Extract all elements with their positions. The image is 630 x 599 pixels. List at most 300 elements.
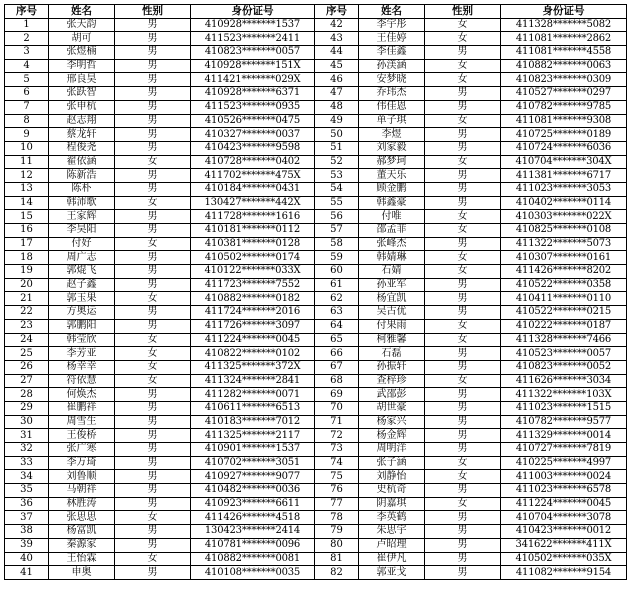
cell-name-right: 武邵彭 [359, 388, 425, 402]
cell-seq-right: 82 [315, 566, 359, 580]
cell-gender-left: 男 [115, 169, 191, 183]
cell-gender-right: 男 [425, 87, 501, 101]
cell-gender-left: 女 [115, 155, 191, 169]
cell-id-right: 410522*******0358 [501, 278, 627, 292]
cell-seq-left: 18 [5, 251, 49, 265]
cell-name-left: 张思思 [49, 511, 115, 525]
cell-seq-left: 21 [5, 292, 49, 306]
cell-id-right: 411322*******103X [501, 388, 627, 402]
cell-name-left: 赵志翔 [49, 114, 115, 128]
cell-gender-right: 女 [425, 210, 501, 224]
cell-gender-right: 男 [425, 538, 501, 552]
cell-id-left: 410882*******0182 [191, 292, 315, 306]
cell-gender-right: 女 [425, 18, 501, 32]
cell-gender-left: 男 [115, 182, 191, 196]
cell-name-right: 付果雨 [359, 319, 425, 333]
cell-id-left: 411282*******0071 [191, 388, 315, 402]
cell-gender-right: 女 [425, 333, 501, 347]
cell-seq-right: 44 [315, 46, 359, 60]
cell-id-left: 410928*******151X [191, 59, 315, 73]
cell-gender-right: 男 [425, 401, 501, 415]
cell-seq-left: 39 [5, 538, 49, 552]
cell-id-left: 410482*******0036 [191, 484, 315, 498]
cell-gender-right: 女 [425, 73, 501, 87]
cell-gender-left: 男 [115, 456, 191, 470]
cell-gender-right: 男 [425, 196, 501, 210]
table-row [5, 429, 627, 443]
cell-id-left: 411728*******1616 [191, 210, 315, 224]
cell-id-left: 410423*******9598 [191, 141, 315, 155]
cell-id-left: 411325*******372X [191, 360, 315, 374]
cell-name-left: 李明哲 [49, 59, 115, 73]
cell-name-right: 安梦晓 [359, 73, 425, 87]
cell-seq-right: 52 [315, 155, 359, 169]
cell-gender-left: 男 [115, 210, 191, 224]
cell-name-right: 杨家兴 [359, 415, 425, 429]
cell-seq-left: 5 [5, 73, 49, 87]
cell-name-right: 邵孟菲 [359, 224, 425, 238]
cell-gender-right: 男 [425, 552, 501, 566]
cell-seq-right: 45 [315, 59, 359, 73]
cell-seq-left: 16 [5, 224, 49, 238]
cell-name-left: 蔡龙轩 [49, 128, 115, 142]
cell-seq-right: 68 [315, 374, 359, 388]
table-row [5, 59, 627, 73]
cell-seq-left: 29 [5, 401, 49, 415]
cell-name-left: 张跃智 [49, 87, 115, 101]
cell-name-right: 郝梦珂 [359, 155, 425, 169]
cell-id-left: 410181*******0112 [191, 224, 315, 238]
header-seq-right: 序号 [315, 5, 359, 19]
cell-gender-left: 女 [115, 347, 191, 361]
cell-name-right: 伟佳恩 [359, 100, 425, 114]
cell-id-right: 411023*******6578 [501, 484, 627, 498]
cell-gender-right: 男 [425, 388, 501, 402]
cell-id-left: 410901*******1537 [191, 443, 315, 457]
header-gender-left: 性别 [115, 5, 191, 19]
cell-id-right: 410502*******035X [501, 552, 627, 566]
table-row [5, 566, 627, 580]
roster-body [5, 18, 627, 579]
cell-gender-left: 男 [115, 306, 191, 320]
cell-id-left: 411724*******2016 [191, 306, 315, 320]
cell-seq-right: 81 [315, 552, 359, 566]
cell-seq-right: 59 [315, 251, 359, 265]
cell-seq-right: 53 [315, 169, 359, 183]
cell-name-right: 石婧 [359, 265, 425, 279]
header-name-right: 姓名 [359, 5, 425, 19]
cell-seq-right: 63 [315, 306, 359, 320]
table-row [5, 100, 627, 114]
cell-name-left: 王俊桥 [49, 429, 115, 443]
cell-seq-left: 30 [5, 415, 49, 429]
cell-seq-left: 11 [5, 155, 49, 169]
cell-name-right: 吴古优 [359, 306, 425, 320]
cell-id-right: 410782*******9785 [501, 100, 627, 114]
cell-gender-right: 男 [425, 292, 501, 306]
cell-seq-left: 23 [5, 319, 49, 333]
cell-id-right: 411082*******9154 [501, 566, 627, 580]
cell-name-left: 陈朴 [49, 182, 115, 196]
cell-id-left: 410823*******0057 [191, 46, 315, 60]
cell-seq-right: 73 [315, 443, 359, 457]
cell-id-right: 410522*******0215 [501, 306, 627, 320]
table-row [5, 470, 627, 484]
cell-id-left: 411324*******2841 [191, 374, 315, 388]
cell-seq-left: 3 [5, 46, 49, 60]
cell-id-right: 410523*******0057 [501, 347, 627, 361]
cell-gender-left: 男 [115, 128, 191, 142]
cell-name-left: 李芳亚 [49, 347, 115, 361]
table-row [5, 552, 627, 566]
cell-id-right: 410725*******0189 [501, 128, 627, 142]
cell-seq-left: 33 [5, 456, 49, 470]
table-row [5, 73, 627, 87]
cell-name-right: 孙渼涵 [359, 59, 425, 73]
cell-name-left: 陈新浩 [49, 169, 115, 183]
cell-id-left: 410928*******1537 [191, 18, 315, 32]
cell-seq-right: 67 [315, 360, 359, 374]
table-row [5, 196, 627, 210]
cell-name-right: 张峰杰 [359, 237, 425, 251]
cell-id-right: 411081*******2862 [501, 32, 627, 46]
cell-gender-left: 男 [115, 73, 191, 87]
cell-gender-left: 男 [115, 415, 191, 429]
cell-id-right: 411322*******5073 [501, 237, 627, 251]
table-row [5, 484, 627, 498]
cell-id-right: 410825*******0108 [501, 224, 627, 238]
cell-name-right: 李煜 [359, 128, 425, 142]
table-row [5, 251, 627, 265]
cell-seq-right: 43 [315, 32, 359, 46]
cell-name-left: 申奥 [49, 566, 115, 580]
roster-table [4, 4, 627, 580]
table-row [5, 374, 627, 388]
cell-gender-left: 男 [115, 388, 191, 402]
cell-name-left: 程俊尧 [49, 141, 115, 155]
cell-name-left: 王怡霖 [49, 552, 115, 566]
cell-name-right: 单子琪 [359, 114, 425, 128]
cell-name-right: 顾金鹏 [359, 182, 425, 196]
table-row [5, 46, 627, 60]
cell-name-right: 卢昭理 [359, 538, 425, 552]
cell-seq-left: 32 [5, 443, 49, 457]
cell-id-right: 411328*******5082 [501, 18, 627, 32]
cell-id-left: 130427*******442X [191, 196, 315, 210]
cell-id-right: 410823*******0052 [501, 360, 627, 374]
cell-name-right: 李宇彤 [359, 18, 425, 32]
cell-name-left: 杨幸幸 [49, 360, 115, 374]
cell-id-right: 410423*******0012 [501, 525, 627, 539]
cell-id-right: 410411*******0110 [501, 292, 627, 306]
cell-name-left: 崔鹏祥 [49, 401, 115, 415]
cell-gender-right: 男 [425, 128, 501, 142]
cell-name-left: 邢良昊 [49, 73, 115, 87]
table-row [5, 114, 627, 128]
cell-id-left: 410502*******0174 [191, 251, 315, 265]
cell-id-right: 411626*******3034 [501, 374, 627, 388]
cell-seq-right: 46 [315, 73, 359, 87]
cell-seq-left: 13 [5, 182, 49, 196]
cell-seq-right: 76 [315, 484, 359, 498]
cell-id-left: 410526*******0475 [191, 114, 315, 128]
cell-seq-right: 70 [315, 401, 359, 415]
table-row [5, 456, 627, 470]
cell-id-left: 410882*******0081 [191, 552, 315, 566]
table-row [5, 224, 627, 238]
cell-gender-right: 男 [425, 169, 501, 183]
cell-id-left: 410327*******0037 [191, 128, 315, 142]
cell-name-left: 刘鲁顺 [49, 470, 115, 484]
cell-seq-left: 4 [5, 59, 49, 73]
cell-seq-right: 58 [315, 237, 359, 251]
cell-name-left: 张广寒 [49, 443, 115, 457]
cell-name-right: 石磊 [359, 347, 425, 361]
cell-gender-left: 男 [115, 87, 191, 101]
cell-seq-right: 51 [315, 141, 359, 155]
cell-id-left: 130423*******2414 [191, 525, 315, 539]
cell-seq-right: 61 [315, 278, 359, 292]
cell-name-left: 马朝祥 [49, 484, 115, 498]
cell-id-right: 410727*******7819 [501, 443, 627, 457]
cell-name-left: 郭玉果 [49, 292, 115, 306]
cell-name-left: 何焕杰 [49, 388, 115, 402]
cell-id-right: 410782*******9577 [501, 415, 627, 429]
cell-seq-left: 27 [5, 374, 49, 388]
cell-seq-right: 47 [315, 87, 359, 101]
cell-id-left: 411325*******2117 [191, 429, 315, 443]
cell-seq-left: 22 [5, 306, 49, 320]
cell-seq-right: 80 [315, 538, 359, 552]
cell-gender-right: 女 [425, 32, 501, 46]
cell-seq-left: 36 [5, 497, 49, 511]
cell-name-left: 林胜涛 [49, 497, 115, 511]
cell-name-right: 崔伊凡 [359, 552, 425, 566]
cell-id-right: 410225*******4997 [501, 456, 627, 470]
cell-seq-right: 69 [315, 388, 359, 402]
cell-id-right: 410402*******0114 [501, 196, 627, 210]
cell-seq-left: 40 [5, 552, 49, 566]
cell-id-right: 341622*******411X [501, 538, 627, 552]
cell-name-left: 付好 [49, 237, 115, 251]
cell-seq-left: 41 [5, 566, 49, 580]
header-id-left: 身份证号 [191, 5, 315, 19]
table-row [5, 155, 627, 169]
table-row [5, 169, 627, 183]
cell-gender-left: 女 [115, 374, 191, 388]
cell-gender-left: 男 [115, 525, 191, 539]
cell-gender-right: 男 [425, 141, 501, 155]
cell-name-left: 周雪生 [49, 415, 115, 429]
cell-name-right: 孙振轩 [359, 360, 425, 374]
cell-gender-left: 男 [115, 538, 191, 552]
cell-seq-left: 31 [5, 429, 49, 443]
cell-id-left: 410781*******0096 [191, 538, 315, 552]
cell-name-left: 李万琦 [49, 456, 115, 470]
cell-gender-right: 女 [425, 155, 501, 169]
cell-seq-right: 75 [315, 470, 359, 484]
cell-id-left: 411421*******029X [191, 73, 315, 87]
cell-id-right: 411381*******6717 [501, 169, 627, 183]
cell-gender-right: 男 [425, 182, 501, 196]
cell-seq-left: 15 [5, 210, 49, 224]
cell-seq-left: 24 [5, 333, 49, 347]
cell-id-right: 410303*******022X [501, 210, 627, 224]
cell-id-left: 410381*******0128 [191, 237, 315, 251]
cell-seq-right: 64 [315, 319, 359, 333]
cell-gender-left: 男 [115, 18, 191, 32]
cell-seq-left: 12 [5, 169, 49, 183]
cell-gender-right: 女 [425, 497, 501, 511]
table-row [5, 32, 627, 46]
cell-id-right: 410823*******0309 [501, 73, 627, 87]
table-row [5, 306, 627, 320]
cell-gender-left: 男 [115, 319, 191, 333]
cell-gender-left: 女 [115, 511, 191, 525]
cell-id-right: 411328*******7466 [501, 333, 627, 347]
cell-seq-right: 42 [315, 18, 359, 32]
table-row [5, 511, 627, 525]
cell-name-left: 张申杭 [49, 100, 115, 114]
cell-seq-right: 74 [315, 456, 359, 470]
table-row [5, 292, 627, 306]
cell-id-right: 410307*******0161 [501, 251, 627, 265]
table-row [5, 128, 627, 142]
cell-gender-right: 男 [425, 347, 501, 361]
cell-id-right: 411081*******9308 [501, 114, 627, 128]
cell-gender-right: 男 [425, 237, 501, 251]
cell-seq-left: 6 [5, 87, 49, 101]
cell-name-left: 李昊阳 [49, 224, 115, 238]
cell-id-left: 410184*******0431 [191, 182, 315, 196]
cell-seq-right: 79 [315, 525, 359, 539]
cell-name-left: 韩沛歌 [49, 196, 115, 210]
cell-name-right: 李英鹤 [359, 511, 425, 525]
cell-gender-left: 女 [115, 196, 191, 210]
cell-seq-right: 55 [315, 196, 359, 210]
cell-gender-right: 男 [425, 415, 501, 429]
cell-seq-left: 37 [5, 511, 49, 525]
cell-seq-right: 49 [315, 114, 359, 128]
cell-name-right: 阴嘉琪 [359, 497, 425, 511]
cell-id-left: 411523*******0935 [191, 100, 315, 114]
cell-name-left: 周广志 [49, 251, 115, 265]
cell-seq-right: 60 [315, 265, 359, 279]
cell-id-left: 411224*******0045 [191, 333, 315, 347]
cell-gender-right: 男 [425, 100, 501, 114]
cell-gender-left: 男 [115, 484, 191, 498]
cell-gender-left: 男 [115, 401, 191, 415]
cell-id-left: 411702*******475X [191, 169, 315, 183]
cell-id-right: 410527*******0297 [501, 87, 627, 101]
cell-gender-left: 男 [115, 278, 191, 292]
cell-gender-right: 男 [425, 511, 501, 525]
cell-id-left: 410611*******6513 [191, 401, 315, 415]
cell-gender-left: 男 [115, 470, 191, 484]
cell-gender-left: 男 [115, 224, 191, 238]
cell-seq-left: 20 [5, 278, 49, 292]
header-gender-right: 性别 [425, 5, 501, 19]
cell-name-right: 杨宜凯 [359, 292, 425, 306]
cell-id-right: 411329*******0014 [501, 429, 627, 443]
cell-id-right: 411023*******3053 [501, 182, 627, 196]
table-row [5, 87, 627, 101]
cell-name-left: 秦源家 [49, 538, 115, 552]
cell-seq-right: 54 [315, 182, 359, 196]
cell-gender-right: 男 [425, 443, 501, 457]
cell-gender-left: 男 [115, 100, 191, 114]
cell-id-left: 411723*******7552 [191, 278, 315, 292]
cell-name-left: 方奥运 [49, 306, 115, 320]
cell-gender-right: 女 [425, 265, 501, 279]
table-row [5, 538, 627, 552]
cell-name-left: 张煜楠 [49, 46, 115, 60]
cell-gender-right: 男 [425, 306, 501, 320]
cell-name-left: 翟依涵 [49, 155, 115, 169]
cell-seq-right: 57 [315, 224, 359, 238]
table-row [5, 319, 627, 333]
cell-id-left: 410183*******7012 [191, 415, 315, 429]
cell-seq-left: 7 [5, 100, 49, 114]
cell-gender-right: 男 [425, 525, 501, 539]
cell-name-left: 郭鹏阳 [49, 319, 115, 333]
cell-name-right: 乔玮杰 [359, 87, 425, 101]
cell-seq-left: 38 [5, 525, 49, 539]
cell-seq-right: 65 [315, 333, 359, 347]
cell-id-right: 411224*******0045 [501, 497, 627, 511]
cell-id-left: 410923*******6611 [191, 497, 315, 511]
cell-id-right: 410704*******304X [501, 155, 627, 169]
cell-seq-right: 56 [315, 210, 359, 224]
cell-gender-left: 女 [115, 552, 191, 566]
cell-gender-left: 男 [115, 443, 191, 457]
cell-name-right: 韩婧琳 [359, 251, 425, 265]
cell-id-left: 410122*******033X [191, 265, 315, 279]
cell-gender-right: 男 [425, 566, 501, 580]
table-row [5, 182, 627, 196]
cell-gender-left: 男 [115, 114, 191, 128]
cell-id-left: 411726*******3097 [191, 319, 315, 333]
cell-seq-left: 34 [5, 470, 49, 484]
cell-seq-left: 2 [5, 32, 49, 46]
cell-id-left: 410702*******3051 [191, 456, 315, 470]
cell-name-right: 郭亚戈 [359, 566, 425, 580]
table-row [5, 443, 627, 457]
cell-seq-right: 77 [315, 497, 359, 511]
cell-id-left: 411426*******4518 [191, 511, 315, 525]
cell-name-left: 韩莹欣 [49, 333, 115, 347]
cell-name-right: 刘家毅 [359, 141, 425, 155]
cell-seq-left: 19 [5, 265, 49, 279]
cell-name-right: 王佳婷 [359, 32, 425, 46]
cell-id-left: 410928*******6371 [191, 87, 315, 101]
cell-name-right: 查梓珍 [359, 374, 425, 388]
cell-id-right: 410882*******0063 [501, 59, 627, 73]
cell-name-right: 孙亚军 [359, 278, 425, 292]
cell-name-right: 胡世豪 [359, 401, 425, 415]
cell-seq-right: 48 [315, 100, 359, 114]
cell-gender-left: 男 [115, 32, 191, 46]
cell-name-right: 付唯 [359, 210, 425, 224]
cell-id-left: 411523*******2411 [191, 32, 315, 46]
cell-name-right: 韩鑫豪 [359, 196, 425, 210]
cell-gender-left: 男 [115, 566, 191, 580]
cell-id-right: 410724*******6036 [501, 141, 627, 155]
table-row [5, 18, 627, 32]
cell-id-right: 410222*******0187 [501, 319, 627, 333]
cell-gender-left: 女 [115, 333, 191, 347]
table-row [5, 347, 627, 361]
